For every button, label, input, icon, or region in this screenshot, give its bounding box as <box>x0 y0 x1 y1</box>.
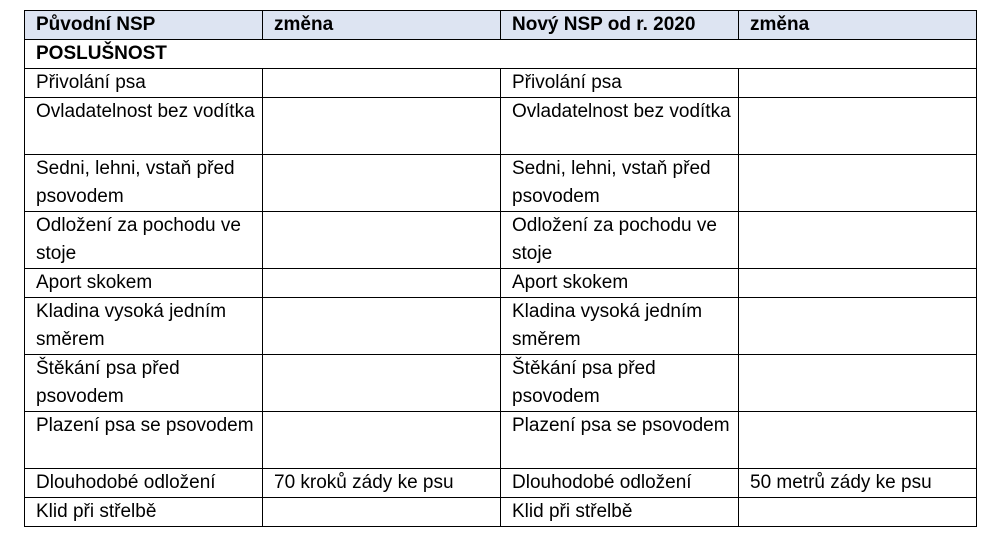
new-change-cell <box>739 355 977 412</box>
new-change-cell <box>739 98 977 155</box>
section-row <box>25 40 977 69</box>
new-exercise-cell: Aport skokem <box>501 269 739 298</box>
section-title: POSLUŠNOST <box>25 40 977 69</box>
new-exercise-cell: Odložení za pochodu ve stoje <box>501 212 739 269</box>
table-row <box>25 212 977 269</box>
original-exercise-cell: Přivolání psa <box>25 69 263 98</box>
table-row <box>25 155 977 212</box>
table-row <box>25 98 977 155</box>
original-exercise-cell: Štěkání psa před psovodem <box>25 355 263 412</box>
header-original-nsp: Původní NSP <box>25 11 263 40</box>
original-change-cell <box>263 298 501 355</box>
new-exercise-cell: Ovladatelnost bez vodítka <box>501 98 739 155</box>
new-exercise-cell: Kladina vysoká jedním směrem <box>501 298 739 355</box>
original-exercise-cell: Odložení za pochodu ve stoje <box>25 212 263 269</box>
new-change-cell <box>739 412 977 469</box>
table-row <box>25 498 977 527</box>
new-exercise-cell: Klid při střelbě <box>501 498 739 527</box>
original-change-cell: 70 kroků zády ke psu <box>263 469 501 498</box>
new-change-cell <box>739 298 977 355</box>
new-exercise-cell: Dlouhodobé odložení <box>501 469 739 498</box>
new-change-cell: 50 metrů zády ke psu <box>739 469 977 498</box>
original-change-cell <box>263 69 501 98</box>
new-exercise-cell: Přivolání psa <box>501 69 739 98</box>
new-exercise-cell: Plazení psa se psovodem <box>501 412 739 469</box>
comparison-table <box>24 10 977 527</box>
original-exercise-cell: Plazení psa se psovodem <box>25 412 263 469</box>
table-row <box>25 269 977 298</box>
table-row <box>25 469 977 498</box>
original-change-cell <box>263 355 501 412</box>
table-row <box>25 298 977 355</box>
header-new-nsp: Nový NSP od r. 2020 <box>501 11 739 40</box>
original-exercise-cell: Kladina vysoká jedním směrem <box>25 298 263 355</box>
header-row <box>25 11 977 40</box>
new-exercise-cell: Sedni, lehni, vstaň před psovodem <box>501 155 739 212</box>
new-change-cell <box>739 155 977 212</box>
original-exercise-cell: Aport skokem <box>25 269 263 298</box>
original-change-cell <box>263 212 501 269</box>
original-exercise-cell: Klid při střelbě <box>25 498 263 527</box>
header-change-new: změna <box>739 11 977 40</box>
header-change-original: změna <box>263 11 501 40</box>
new-change-cell <box>739 212 977 269</box>
table-row <box>25 355 977 412</box>
original-change-cell <box>263 155 501 212</box>
table-row <box>25 412 977 469</box>
table-row <box>25 69 977 98</box>
original-change-cell <box>263 412 501 469</box>
original-change-cell <box>263 98 501 155</box>
new-change-cell <box>739 269 977 298</box>
original-exercise-cell: Ovladatelnost bez vodítka <box>25 98 263 155</box>
original-change-cell <box>263 498 501 527</box>
original-exercise-cell: Sedni, lehni, vstaň před psovodem <box>25 155 263 212</box>
new-change-cell <box>739 69 977 98</box>
original-change-cell <box>263 269 501 298</box>
new-exercise-cell: Štěkání psa před psovodem <box>501 355 739 412</box>
original-exercise-cell: Dlouhodobé odložení <box>25 469 263 498</box>
new-change-cell <box>739 498 977 527</box>
